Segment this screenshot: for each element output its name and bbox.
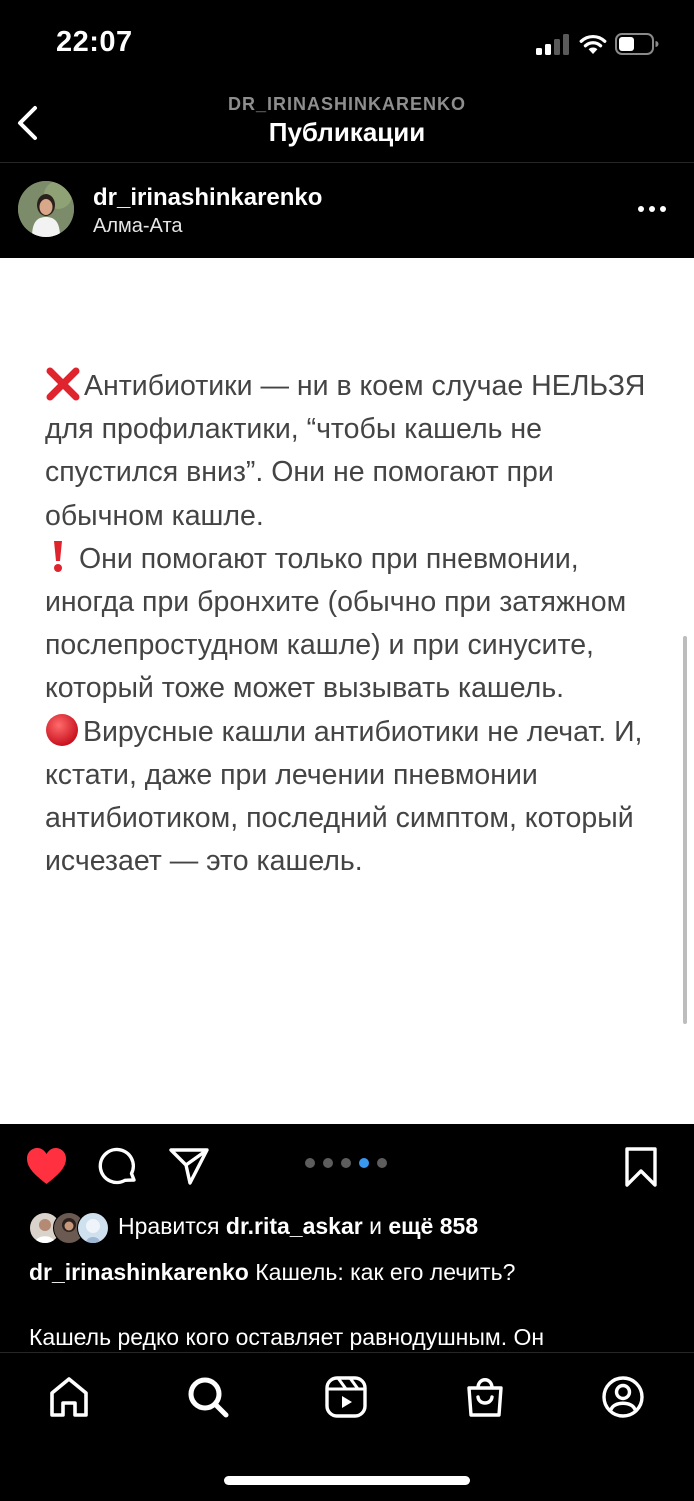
header-subtitle: DR_IRINASHINKARENKO bbox=[227, 94, 466, 114]
likes-summary[interactable]: Нравится dr.rita_askar и ещё 858 bbox=[118, 1213, 479, 1239]
shop-icon[interactable] bbox=[463, 1375, 507, 1419]
wifi-icon bbox=[578, 33, 608, 55]
post-image[interactable] bbox=[0, 258, 694, 1124]
red-exclamation-icon bbox=[45, 539, 71, 573]
red-cross-icon bbox=[45, 367, 81, 401]
liker-username[interactable]: dr.rita_askar bbox=[225, 1213, 363, 1239]
comment-icon[interactable] bbox=[98, 1147, 138, 1187]
signal-icon bbox=[536, 33, 572, 55]
home-icon[interactable] bbox=[47, 1375, 91, 1419]
search-icon[interactable] bbox=[186, 1375, 230, 1419]
carousel-dot-active bbox=[359, 1158, 369, 1168]
avatar[interactable] bbox=[18, 181, 74, 237]
post-paragraph-2: Они помогают только при пневмонии, иногда при бронхите (обычно при затяжном послепростудном кашле) и при синусите, который тоже может вызывать кашель. bbox=[45, 538, 670, 711]
profile-icon[interactable] bbox=[601, 1375, 645, 1419]
caption-text: Кашель: как его лечить? bbox=[255, 1259, 516, 1285]
header-title: Публикации bbox=[268, 117, 426, 147]
carousel-indicator bbox=[305, 1158, 389, 1168]
share-icon[interactable] bbox=[168, 1146, 210, 1186]
heart-icon[interactable] bbox=[25, 1146, 68, 1186]
caption-username[interactable]: dr_irinashinkarenko bbox=[29, 1259, 249, 1285]
header-divider bbox=[0, 162, 694, 163]
caption bbox=[29, 1259, 515, 1286]
home-indicator[interactable] bbox=[224, 1476, 470, 1485]
status-time: 22:07 bbox=[56, 26, 133, 58]
more-horizontal-icon[interactable] bbox=[638, 206, 668, 214]
post-paragraph-1: Антибиотики — ни в коем случае НЕЛЬЗЯ для профилактики, “чтобы кашель не спустился вниз”. Они не помогают при обычном кашле. bbox=[45, 365, 670, 538]
post-username[interactable]: dr_irinashinkarenko bbox=[93, 184, 323, 211]
carousel-dot bbox=[341, 1158, 351, 1168]
carousel-dot bbox=[323, 1158, 333, 1168]
red-circle-icon bbox=[45, 713, 79, 747]
liker-avatars[interactable] bbox=[29, 1212, 109, 1244]
battery-icon bbox=[615, 33, 659, 55]
bookmark-icon[interactable] bbox=[623, 1146, 659, 1188]
caption-continued[interactable]: Кашель редко кого оставляет равнодушным. Он bbox=[29, 1324, 545, 1350]
avatar bbox=[77, 1212, 109, 1244]
scroll-indicator[interactable] bbox=[683, 636, 687, 1024]
post-image-text bbox=[45, 365, 670, 883]
post-paragraph-3: Вирусные кашли антибиотики не лечат. И, кстати, даже при лечении пневмонии антибиотиком, последний симптом, который исчезает — это кашель. bbox=[45, 711, 670, 884]
carousel-dot bbox=[305, 1158, 315, 1168]
avatar-photo bbox=[18, 181, 74, 237]
reels-icon[interactable] bbox=[324, 1375, 368, 1419]
likes-count[interactable]: ещё 858 bbox=[388, 1213, 479, 1239]
post-location[interactable]: Алма-Ата bbox=[93, 215, 183, 237]
carousel-dot bbox=[377, 1158, 387, 1168]
